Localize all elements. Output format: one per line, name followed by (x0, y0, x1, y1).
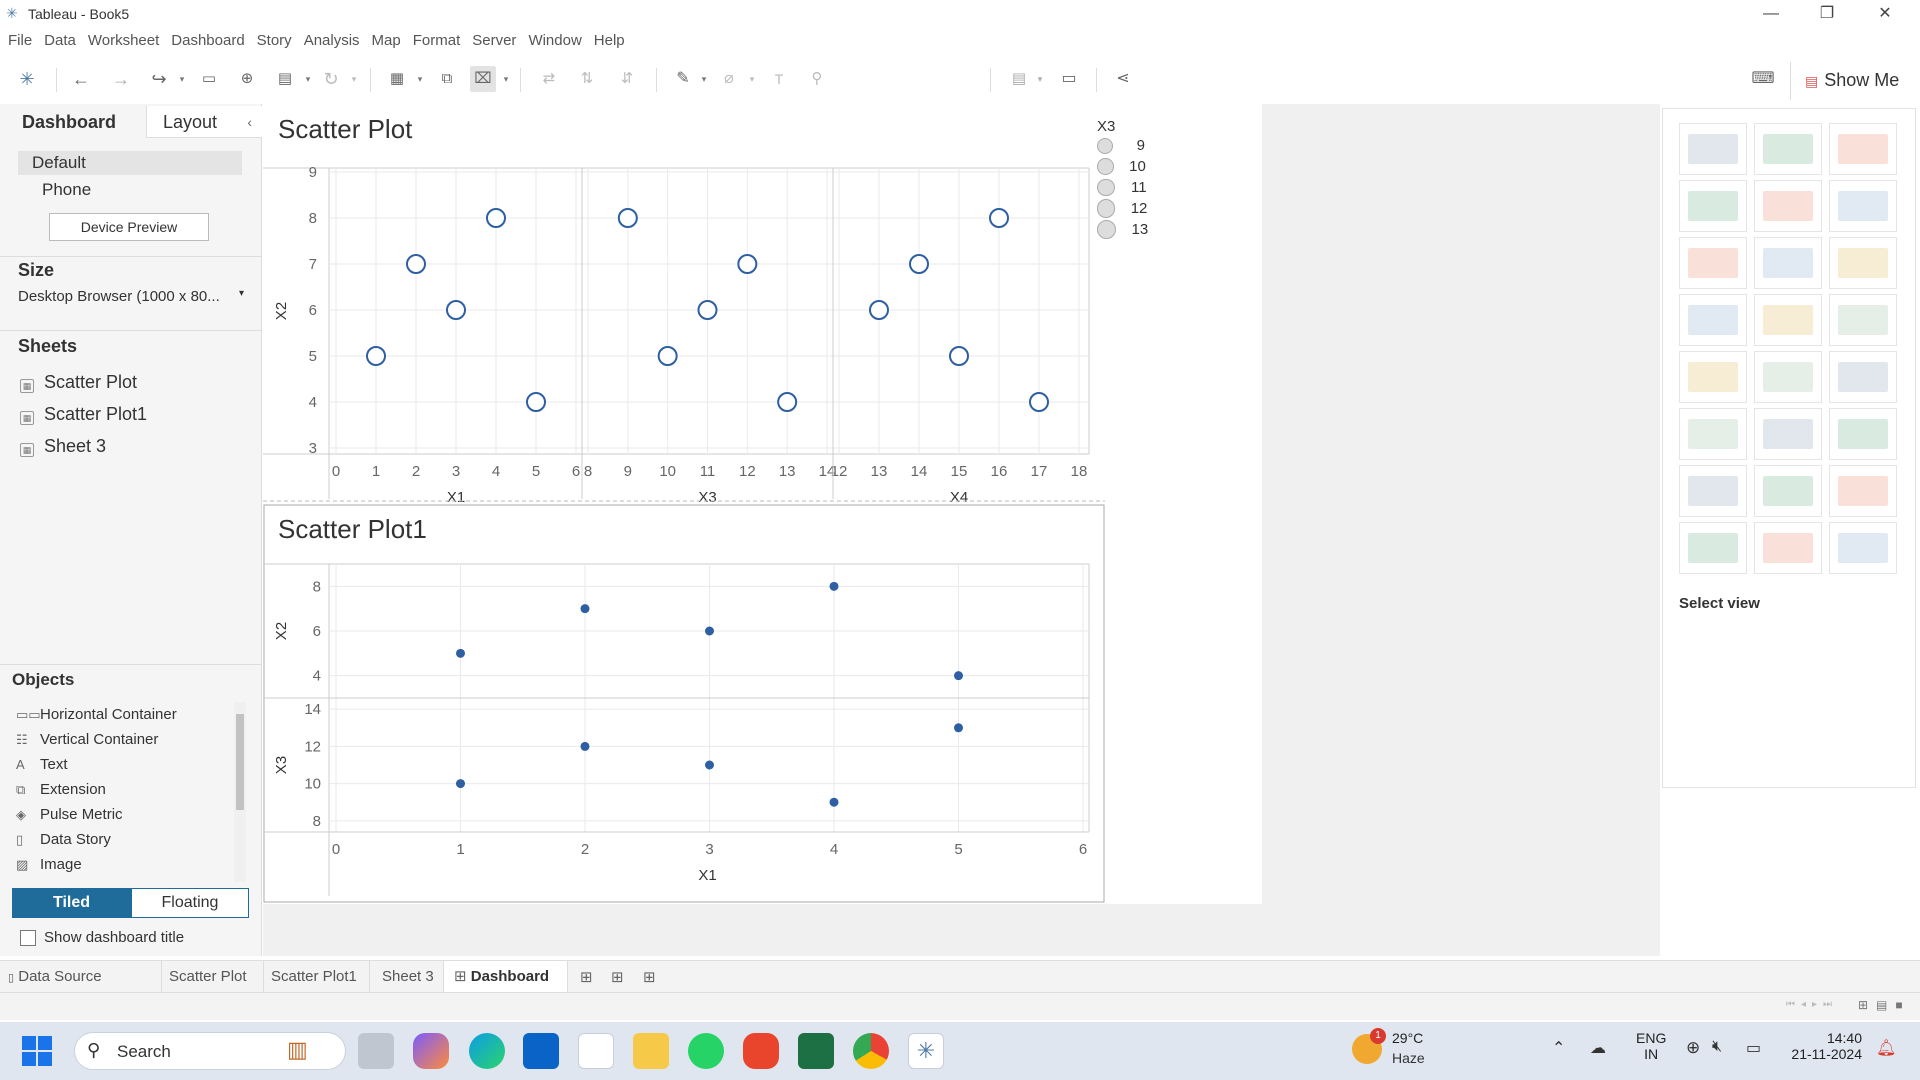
tab-label: Dashboard (470, 968, 550, 985)
duplicate-icon[interactable]: ⧉ (441, 70, 453, 87)
size-title: Size (18, 260, 55, 280)
object-extension[interactable] (16, 781, 106, 798)
legend-item-label: 12 (1130, 200, 1148, 217)
image-icon: ▨ (16, 857, 29, 872)
legend-size-icon (1097, 199, 1115, 217)
chart-type-thumbnail (1763, 362, 1813, 392)
chart-type-thumbnail (1688, 533, 1738, 563)
scatter-point (407, 255, 425, 273)
chrome-icon[interactable] (853, 1033, 889, 1069)
highlight-icon[interactable]: ✎ (676, 70, 690, 87)
scatter-point (659, 347, 677, 365)
x-tick-label: 3 (451, 463, 461, 480)
menu-map[interactable]: Map (371, 32, 401, 49)
menu-server[interactable]: Server (472, 32, 517, 49)
show-me-chart-type-icon[interactable] (1679, 294, 1747, 346)
menu-file[interactable]: File (8, 32, 33, 49)
menu-data[interactable]: Data (44, 32, 76, 49)
show-title-checkbox[interactable] (20, 930, 36, 946)
show-me-chart-type-icon[interactable] (1679, 123, 1747, 175)
scatter-point (870, 301, 888, 319)
chart-type-thumbnail (1688, 134, 1738, 164)
show-me-chart-type-icon[interactable] (1754, 351, 1822, 403)
scatter-point (830, 798, 839, 807)
object-vertical-container[interactable] (16, 731, 158, 748)
taskbar-search-box[interactable] (74, 1032, 346, 1070)
window-title: Tableau - Book5 (28, 6, 130, 22)
device-preview-button[interactable]: Device Preview (49, 213, 209, 241)
group-dropdown-icon[interactable]: ▾ (749, 74, 755, 84)
x-tick-label: 1 (456, 841, 465, 858)
sheets-title: Sheets (18, 336, 78, 356)
x-tick-label: 13 (870, 463, 888, 480)
show-me-chart-type-icon[interactable] (1679, 351, 1747, 403)
chart-type-thumbnail (1688, 191, 1738, 221)
tray-chevron-icon[interactable]: ⌃ (1552, 1040, 1566, 1057)
title-bar (0, 0, 1920, 28)
floating-button[interactable]: Floating (131, 888, 249, 918)
menu-help[interactable]: Help (593, 32, 625, 49)
menu-story[interactable]: Story (256, 32, 292, 49)
copilot-icon[interactable] (413, 1033, 449, 1069)
show-me-chart-type-icon[interactable] (1754, 408, 1822, 460)
tab-layout-label: Layout (163, 112, 218, 132)
show-me-chart-type-icon[interactable] (1829, 465, 1897, 517)
legend-item[interactable] (1097, 177, 1177, 198)
chart-type-thumbnail (1838, 248, 1888, 278)
chart-type-thumbnail (1763, 419, 1813, 449)
dashboard-side-panel (0, 104, 262, 956)
chart-type-thumbnail (1763, 134, 1813, 164)
show-me-chart-type-icon[interactable] (1829, 237, 1897, 289)
x-tick-label: 14 (910, 463, 928, 480)
menu-bar (0, 28, 1920, 54)
device-default[interactable]: Default (18, 151, 242, 175)
scatter-point (954, 671, 963, 680)
clock-time: 14:40 (1826, 1030, 1862, 1046)
show-title-label: Show dashboard title (44, 929, 185, 946)
dashboard-icon: ⊞ (454, 968, 467, 985)
chart-title: Scatter Plot1 (278, 514, 427, 544)
close-button[interactable]: ✕ (1878, 5, 1892, 22)
object-data-story[interactable] (16, 831, 111, 848)
new-story-tab-icon[interactable]: ⊞ (643, 969, 656, 986)
new-datasource-icon[interactable]: ⊕ (240, 70, 254, 87)
new-dashboard-tab-icon[interactable]: ⊞ (611, 969, 624, 986)
file-explorer-icon[interactable] (633, 1033, 669, 1069)
sort-ascending-icon[interactable]: ⇅ (580, 70, 594, 87)
extension-icon: ⧉ (16, 782, 26, 797)
scatter-plot-chart[interactable] (263, 104, 1105, 504)
object-text[interactable] (16, 756, 68, 773)
save-icon[interactable]: ▭ (201, 70, 217, 87)
language-top: ENG (1636, 1030, 1667, 1046)
show-me-chart-type-icon[interactable] (1679, 180, 1747, 232)
new-worksheet-dropdown-icon[interactable]: ▾ (417, 74, 423, 84)
clock-date: 21-11-2024 (1791, 1046, 1862, 1062)
tableau-home-icon[interactable]: ✳ (19, 69, 35, 89)
sheet-item-label: Scatter Plot (44, 372, 138, 392)
search-icon: ⚲ (87, 1040, 101, 1060)
chart-title: Scatter Plot (278, 114, 413, 144)
scatter-point (487, 209, 505, 227)
menu-worksheet[interactable]: Worksheet (87, 32, 160, 49)
volume-muted-icon[interactable]: 🔇︎ (1712, 1038, 1723, 1055)
worksheet-icon: ▦ (20, 379, 34, 393)
x-tick-label: 3 (705, 841, 714, 858)
network-icon[interactable]: ⊕ (1686, 1038, 1701, 1057)
x-tick-label: 9 (623, 463, 633, 480)
swap-icon[interactable]: ⇄ (542, 70, 556, 87)
collapse-panel-icon[interactable]: ‹ (247, 114, 252, 130)
language-bottom: IN (1644, 1046, 1659, 1062)
menu-dashboard[interactable]: Dashboard (171, 32, 245, 49)
object-label: Data Story (40, 831, 111, 848)
new-worksheet-icon[interactable]: ▦ (389, 70, 405, 87)
y-tick-label: 12 (304, 738, 321, 756)
show-me-chart-type-icon[interactable] (1829, 408, 1897, 460)
presentation-mode-icon[interactable]: ▭ (1061, 70, 1077, 87)
chart-type-thumbnail (1838, 476, 1888, 506)
chart-type-thumbnail (1763, 533, 1813, 563)
object-label: Vertical Container (40, 731, 159, 748)
y-tick-label: 14 (304, 701, 321, 719)
pause-updates-icon[interactable]: ▤ (277, 70, 293, 87)
horizontal-container-icon: ▭▭ (16, 707, 41, 722)
replay-icon[interactable]: ↪ (151, 69, 167, 89)
x-tick-label: 8 (583, 463, 593, 480)
x-tick-label: 10 (659, 463, 677, 480)
y-axis-label: X2 (273, 621, 290, 641)
x-tick-label: 6 (1078, 841, 1088, 858)
show-me-chart-type-icon[interactable] (1754, 180, 1822, 232)
show-cards-dropdown-icon[interactable]: ▾ (1037, 74, 1043, 84)
legend-item[interactable] (1097, 156, 1177, 177)
new-worksheet-tab-icon[interactable]: ⊞ (580, 969, 593, 986)
legend-size-icon (1097, 179, 1115, 197)
x-tick-label: 5 (531, 463, 541, 480)
legend-title: X3 (1097, 118, 1116, 135)
sheet-item-sheet-3[interactable] (20, 436, 106, 457)
legend-item-label: 10 (1129, 158, 1146, 175)
toolbar (0, 58, 1920, 100)
tab-data-source[interactable] (0, 961, 162, 993)
battery-icon[interactable]: ▭ (1746, 1040, 1762, 1057)
y-tick-label: 8 (308, 210, 317, 227)
sheet-navigation-arrows[interactable]: ⏮◂▸⏭ (1786, 999, 1839, 1010)
show-me-icon: ▤ (1805, 73, 1819, 89)
labels-icon[interactable]: T (774, 71, 784, 87)
show-me-chart-type-icon[interactable] (1829, 123, 1897, 175)
chart-type-thumbnail (1688, 476, 1738, 506)
scatter-point (581, 604, 590, 613)
sheet-item-scatter-plot1[interactable] (20, 404, 147, 425)
show-me-chart-type-icon[interactable] (1829, 522, 1897, 574)
clear-dropdown-icon[interactable]: ▾ (503, 74, 509, 84)
sheet-item-label: Sheet 3 (44, 436, 107, 456)
tableau-logo-icon: ✳ (6, 5, 18, 21)
chart-type-thumbnail (1763, 305, 1813, 335)
x-tick-label: 0 (331, 841, 341, 858)
chart-type-thumbnail (1838, 305, 1888, 335)
view-mode-icons[interactable]: ⊞▤■ (1858, 998, 1911, 1012)
search-label: Search (117, 1042, 171, 1061)
legend-item[interactable] (1097, 198, 1177, 219)
show-me-label: Show Me (1824, 70, 1900, 90)
scatter-point (954, 723, 963, 732)
x-tick-label: 17 (1030, 463, 1048, 480)
outlook-icon[interactable] (523, 1033, 559, 1069)
sheet-tabs-bar (0, 960, 1920, 992)
data-story-icon: ▯ (16, 832, 24, 847)
scatter-point (527, 393, 545, 411)
task-view-icon[interactable] (358, 1033, 394, 1069)
chart-type-thumbnail (1838, 362, 1888, 392)
object-label: Extension (40, 781, 106, 798)
refresh-icon[interactable]: ↻ (323, 69, 339, 89)
scatter-point (699, 301, 717, 319)
object-label: Pulse Metric (40, 806, 123, 823)
x-tick-label: 5 (954, 841, 963, 858)
chart-type-thumbnail (1763, 248, 1813, 278)
menu-window[interactable]: Window (528, 32, 582, 49)
objects-title: Objects (12, 670, 75, 689)
y-tick-label: 7 (308, 256, 317, 273)
tab-scatter-plot[interactable]: Scatter Plot (162, 961, 264, 993)
size-value: Desktop Browser (1000 x 80... (18, 288, 220, 305)
select-view-label: Select view (1679, 595, 1760, 612)
y-tick-label: 4 (308, 394, 317, 411)
scatter-point (447, 301, 465, 319)
wps-office-icon[interactable] (743, 1033, 779, 1069)
legend-item-label: 11 (1131, 179, 1147, 196)
size-dropdown-icon: ▾ (238, 288, 244, 299)
legend-size-icon (1097, 138, 1113, 154)
x-axis-label: X3 (698, 489, 717, 504)
show-me-chart-type-icon[interactable] (1754, 237, 1822, 289)
scatter-point (910, 255, 928, 273)
scatter-point (619, 209, 637, 227)
datasource-icon: ▯ (8, 972, 15, 984)
tiled-button[interactable]: Tiled (12, 888, 131, 918)
legend-item[interactable] (1097, 135, 1177, 156)
x-tick-label: 12 (738, 463, 756, 480)
show-me-chart-type-icon[interactable] (1754, 123, 1822, 175)
chart-type-thumbnail (1763, 191, 1813, 221)
chart-type-thumbnail (1688, 419, 1738, 449)
weather-temp: 29°C (1392, 1030, 1424, 1046)
legend-size-icon (1097, 158, 1114, 175)
show-me-button[interactable] (1790, 62, 1920, 100)
device-phone[interactable]: Phone (42, 180, 92, 199)
scatter-point (705, 627, 714, 636)
dashboard-area (263, 104, 1262, 904)
store-icon[interactable] (578, 1033, 614, 1069)
x-tick-label: 13 (778, 463, 796, 480)
tab-scatter-plot1[interactable]: Scatter Plot1 (264, 961, 370, 993)
legend-size-icon (1097, 220, 1116, 239)
clear-sheet-icon[interactable]: ⌧ (470, 66, 496, 92)
x-tick-label: 2 (580, 841, 590, 858)
status-bar (0, 992, 1920, 1020)
scatter-plot1-chart[interactable] (263, 504, 1105, 904)
scatter-point (1030, 393, 1048, 411)
x-tick-label: 6 (571, 463, 581, 480)
menu-format[interactable]: Format (412, 32, 461, 49)
x-axis-label: X1 (446, 489, 466, 504)
pulse-metric-icon: ◈ (16, 807, 26, 822)
scatter-point (830, 582, 839, 591)
worksheet-icon: ▦ (20, 411, 34, 425)
group-icon[interactable]: ⌀ (724, 70, 734, 87)
object-label: Image (40, 856, 82, 873)
y-tick-label: 6 (312, 623, 321, 640)
x-tick-label: 15 (950, 463, 968, 480)
chart-type-thumbnail (1838, 191, 1888, 221)
excel-icon[interactable] (798, 1033, 834, 1069)
x-tick-label: 14 (818, 463, 836, 480)
object-horizontal-container[interactable] (16, 706, 177, 723)
y-tick-label: 8 (312, 578, 321, 596)
chart-type-thumbnail (1838, 533, 1888, 563)
x-axis-label: X4 (949, 489, 969, 504)
search-highlight-icon: ▥ (287, 1037, 308, 1062)
worksheet-icon: ▦ (20, 443, 34, 457)
tab-layout[interactable] (146, 106, 262, 138)
x-tick-label: 4 (829, 841, 839, 858)
chart-type-thumbnail (1688, 362, 1738, 392)
text-icon: A (16, 757, 25, 772)
show-cards-icon[interactable]: ▤ (1011, 70, 1027, 87)
show-me-chart-type-icon[interactable] (1829, 180, 1897, 232)
x-tick-label: 12 (830, 463, 848, 480)
windows-taskbar (0, 1022, 1920, 1080)
redo-icon[interactable]: → (112, 69, 130, 89)
scatter-point (705, 761, 714, 770)
x-tick-label: 1 (371, 463, 381, 480)
object-pulse-metric[interactable] (16, 806, 123, 823)
show-me-chart-type-icon[interactable] (1829, 294, 1897, 346)
scatter-point (778, 393, 796, 411)
y-tick-label: 10 (304, 775, 321, 793)
menu-analysis[interactable]: Analysis (303, 32, 360, 49)
chart-type-thumbnail (1838, 134, 1888, 164)
show-me-chart-type-icon[interactable] (1754, 522, 1822, 574)
weather-badge: 1 (1370, 1028, 1386, 1044)
y-tick-label: 3 (308, 440, 317, 457)
y-axis-label: X3 (273, 755, 290, 775)
undo-icon[interactable]: ← (72, 69, 90, 89)
scatter-point (367, 347, 385, 365)
show-me-chart-type-icon[interactable] (1679, 237, 1747, 289)
chart-type-thumbnail (1763, 476, 1813, 506)
x-tick-label: 11 (699, 463, 716, 480)
show-me-chart-type-icon[interactable] (1829, 351, 1897, 403)
scatter-point (738, 255, 756, 273)
x-tick-label: 0 (331, 463, 341, 480)
tableau-taskbar-icon[interactable]: ✳ (908, 1033, 944, 1069)
y-tick-label: 6 (308, 302, 317, 319)
scrollbar-thumb[interactable] (236, 714, 244, 810)
show-me-panel (1662, 108, 1916, 788)
tab-dashboard-1[interactable] (444, 961, 568, 993)
clock[interactable] (1782, 1030, 1862, 1062)
y-tick-label: 5 (308, 348, 317, 365)
y-tick-label: 9 (308, 164, 317, 181)
y-tick-label: 4 (312, 667, 321, 685)
notification-bell-icon[interactable]: 🔔︎ (1876, 1040, 1897, 1057)
y-axis-label: X2 (273, 301, 290, 321)
highlight-dropdown-icon[interactable]: ▾ (701, 74, 707, 84)
scatter-point (456, 779, 465, 788)
whatsapp-icon[interactable] (688, 1033, 724, 1069)
vertical-container-icon: ☷ (16, 732, 28, 747)
x-tick-label: 16 (990, 463, 1008, 480)
size-select[interactable] (18, 288, 244, 305)
object-label: Horizontal Container (40, 706, 177, 723)
scatter-point (581, 742, 590, 751)
scatter-point (950, 347, 968, 365)
object-image[interactable] (16, 856, 82, 873)
object-label: Text (40, 756, 68, 773)
x-tick-label: 18 (1070, 463, 1088, 480)
edge-icon[interactable] (469, 1033, 505, 1069)
sheet-item-scatter-plot[interactable] (20, 372, 137, 393)
refresh-dropdown-icon[interactable]: ▾ (351, 74, 357, 84)
language-indicator[interactable] (1636, 1030, 1666, 1062)
weather-desc: Haze (1392, 1050, 1425, 1066)
y-tick-label: 8 (312, 812, 321, 830)
pause-dropdown-icon[interactable]: ▾ (305, 74, 311, 84)
pin-icon[interactable]: ⚲ (811, 70, 823, 87)
tab-dashboard[interactable]: Dashboard (0, 106, 146, 138)
format-painter-icon[interactable]: ⌨ (1751, 70, 1775, 87)
chart-type-thumbnail (1838, 419, 1888, 449)
x-tick-label: 2 (411, 463, 421, 480)
restore-button[interactable]: ❐ (1819, 5, 1835, 22)
sort-descending-icon[interactable]: ⇵ (620, 70, 634, 87)
x3-legend[interactable] (1097, 118, 1177, 238)
scatter-point (990, 209, 1008, 227)
onedrive-icon[interactable]: ☁ (1590, 1040, 1606, 1057)
scatter-point (456, 649, 465, 658)
objects-scrollbar[interactable] (234, 702, 246, 882)
tab-label: Data Source (18, 968, 102, 985)
legend-item[interactable] (1097, 219, 1177, 240)
tab-sheet-3[interactable]: Sheet 3 (370, 961, 444, 993)
windows-start-icon[interactable] (22, 1036, 52, 1066)
show-me-chart-type-icon[interactable] (1754, 465, 1822, 517)
chart-type-thumbnail (1688, 248, 1738, 278)
x-axis-label: X1 (698, 867, 717, 884)
share-icon[interactable]: ⋖ (1116, 70, 1130, 87)
zone-border (264, 505, 1104, 902)
sheet-item-label: Scatter Plot1 (44, 404, 148, 424)
show-me-chart-type-icon[interactable] (1754, 294, 1822, 346)
x-tick-label: 4 (491, 463, 501, 480)
show-me-chart-type-icon[interactable] (1679, 522, 1747, 574)
show-me-chart-type-icon[interactable] (1679, 465, 1747, 517)
legend-item-label: 13 (1131, 221, 1149, 238)
show-me-chart-type-icon[interactable] (1679, 408, 1747, 460)
legend-item-label: 9 (1136, 137, 1145, 154)
minimize-button[interactable]: — (1763, 5, 1779, 22)
replay-dropdown-icon[interactable]: ▾ (179, 74, 185, 84)
chart-type-thumbnail (1688, 305, 1738, 335)
